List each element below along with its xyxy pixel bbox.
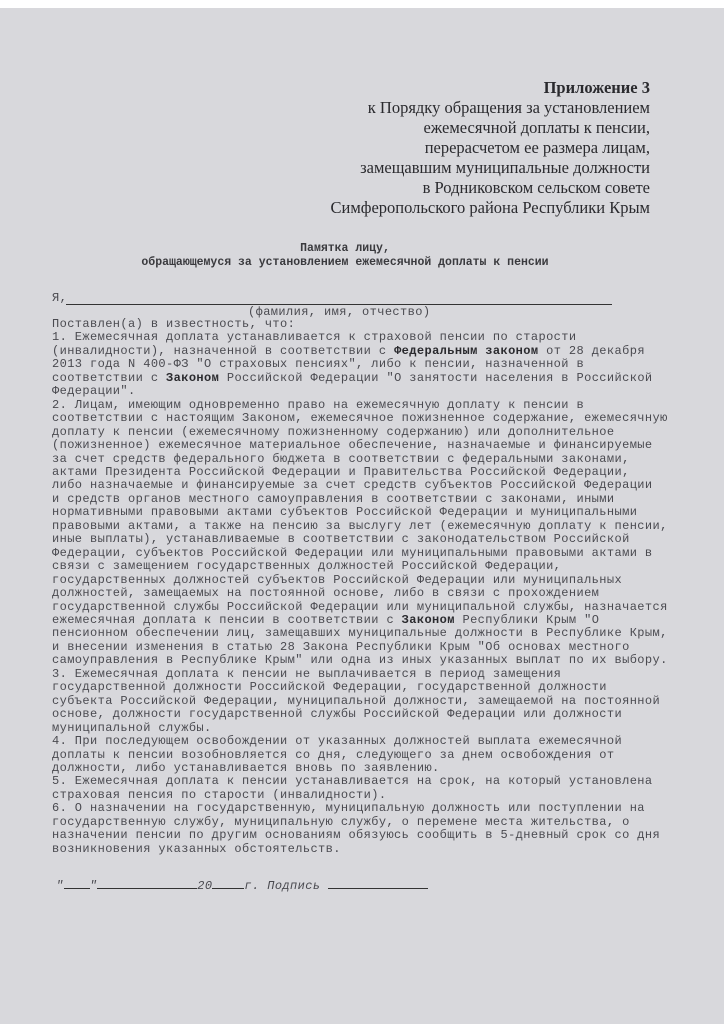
text-segment: связи с замещением государственных должностей Российской Федерации,	[52, 559, 562, 574]
year-field[interactable]	[212, 876, 244, 889]
body-line	[52, 775, 668, 788]
document-page	[0, 8, 724, 1024]
text-segment: страховая пенсия по старости (инвалидности).	[52, 787, 387, 802]
signature-line	[56, 876, 428, 893]
body-line	[52, 533, 668, 546]
text-segment: (пожизненное) ежемесячное материальное обеспечение, назначаемые и финансируемые	[52, 438, 653, 453]
text-segment: пенсионном обеспечении лиц, замещавших муниципальные должности в Республике Крым,	[52, 626, 668, 641]
text-segment: Республики Крым "О	[454, 612, 600, 627]
body-line	[52, 385, 668, 398]
appendix-line: Симферопольского района Республики Крым	[330, 198, 650, 217]
appendix-line: замещавшим муниципальные должности	[360, 158, 650, 177]
body-line	[52, 358, 668, 371]
text-segment: и внесении изменения в статью 28 Закона Республики Крым "Об основах местного	[52, 639, 630, 654]
body-line	[52, 654, 668, 667]
body-line	[52, 560, 668, 573]
body-line	[52, 735, 668, 748]
text-segment: соответствии с	[52, 370, 167, 385]
text-segment: актами Президента Российской Федерации и Правительства Российской Федерации,	[52, 464, 630, 479]
memo-body	[52, 318, 668, 856]
text-segment: либо назначаемые и финансируемые за счет средств субъектов Российской Федерации	[52, 478, 653, 493]
text-segment: основе, должности государственной службы Российской Федерации или должности	[52, 707, 623, 722]
memo-subtitle: обращающемуся за установлением ежемесячной доплаты к пенсии	[141, 256, 549, 269]
text-segment: Российской Федерации "О занятости населения в Российской	[219, 370, 653, 385]
text-segment: муниципальной службы.	[52, 720, 212, 735]
body-line	[52, 466, 668, 479]
body-line	[52, 601, 668, 614]
ya-label: Я,	[52, 291, 68, 305]
fio-caption: (фамилия, имя, отчество)	[248, 305, 431, 319]
appendix-header	[330, 78, 650, 218]
appendix-line: в Родниковском сельском совете	[422, 178, 650, 197]
body-line	[52, 506, 668, 519]
text-segment: Федерации".	[52, 384, 136, 399]
text-segment: 2. Лицам, имеющим одновременно право на ежемесячную доплату к пенсии в	[52, 397, 585, 412]
body-line	[52, 520, 668, 533]
text-segment: Поставлен(а) в известность, что:	[52, 317, 296, 331]
text-segment: субъекта Российской Федерации, муниципальной должности, замещаемой на постоянной	[52, 693, 661, 708]
text-segment: нормативными правовыми актами субъектов Российской Федерации и муниципальными	[52, 505, 638, 520]
body-line	[52, 695, 668, 708]
body-line	[52, 372, 668, 385]
body-line	[52, 587, 668, 600]
year-suffix: г.	[244, 879, 260, 893]
body-line	[52, 479, 668, 492]
month-field[interactable]	[97, 876, 197, 889]
body-line	[52, 399, 668, 412]
body-line	[52, 574, 668, 587]
appendix-title: Приложение 3	[543, 78, 650, 97]
text-segment: должности, либо устанавливается вновь по заявлению.	[52, 760, 440, 775]
body-line	[52, 789, 668, 802]
text-segment: ежемесячная доплата к пенсии в соответствии с	[52, 612, 402, 627]
body-line	[52, 614, 668, 627]
appendix-line: перерасчетом ее размера лицам,	[424, 138, 650, 157]
text-segment: назначении пенсии по другим основаниям обязуюсь сообщить в 5-дневный срок со дня	[52, 828, 661, 843]
body-line	[52, 453, 668, 466]
body-line	[52, 439, 668, 452]
appendix-line: к Порядку обращения за установлением	[367, 98, 650, 117]
text-segment: государственной службы Российской Федерации или муниципальной службы, назначается	[52, 599, 668, 614]
memo-title: Памятка лицу,	[300, 242, 390, 255]
body-line	[52, 331, 668, 344]
text-segment: доплаты к пенсии возобновляется со дня, следующего за днем освобождения от	[52, 747, 615, 762]
quote-close: "	[89, 879, 98, 893]
law-reference: Федеральным законом	[394, 343, 539, 358]
body-line	[52, 802, 668, 815]
law-reference: Законом	[166, 370, 220, 385]
text-segment: 4. При последующем освобождении от указанных должностей выплата ежемесячной	[52, 734, 623, 749]
text-segment: правовыми актами, а также на пенсию за выслугу лет (ежемесячную доплату к пенсии,	[52, 518, 668, 533]
text-segment: иные выплаты), устанавливаемые в соответствии с законодательством Российской	[52, 532, 630, 547]
text-segment: государственную службу, муниципальную службу, о перемене места жительства, о	[52, 814, 630, 829]
year-prefix: 20	[197, 879, 213, 893]
text-segment: от 28 декабря	[538, 343, 645, 358]
day-field[interactable]	[64, 876, 90, 889]
body-line	[52, 708, 668, 721]
quote-open: "	[56, 879, 64, 893]
text-segment: 6. О назначении на государственную, муниципальную должность или поступлении на	[52, 801, 645, 816]
text-segment: 1. Ежемесячная доплата устанавливается к страховой пенсии по старости	[52, 330, 577, 345]
text-segment: (инвалидности), назначенной в соответствии с	[52, 343, 395, 358]
body-line	[52, 722, 668, 735]
body-line	[52, 749, 668, 762]
signature-field[interactable]	[328, 876, 428, 889]
body-line	[52, 681, 668, 694]
body-line	[52, 493, 668, 506]
body-line	[52, 318, 668, 331]
body-line	[52, 816, 668, 829]
text-segment: 5. Ежемесячная доплата к пенсии устанавливается на срок, на который установлена	[52, 774, 653, 789]
text-segment: должностей, замещаемых на постоянной основе, либо в связи с прохождением	[52, 586, 600, 601]
body-line	[52, 627, 668, 640]
appendix-line: ежемесячной доплаты к пенсии,	[423, 118, 650, 137]
body-line	[52, 762, 668, 775]
body-line	[52, 345, 668, 358]
law-reference: Законом	[401, 612, 455, 627]
body-line	[52, 843, 668, 856]
body-line	[52, 829, 668, 842]
text-segment: 2013 года N 400-ФЗ "О страховых пенсиях", либо к пенсии, назначенной в	[52, 357, 585, 372]
text-segment: государственных должностей субъектов Российской Федерации или муниципальных	[52, 572, 623, 587]
signature-label: Подпись	[267, 879, 321, 893]
body-line	[52, 412, 668, 425]
body-line	[52, 641, 668, 654]
text-segment: за счет средств федерального бюджета в соответствии с федеральными законами,	[52, 451, 630, 466]
body-line	[52, 547, 668, 560]
text-segment: соответствии с настоящим Законом, ежемесячное пожизненное содержание, ежемесячную	[52, 411, 668, 426]
text-segment: государственной должности Российской Федерации, государственной должности	[52, 680, 607, 695]
text-segment: и средств органов местного самоуправления в соответствии с законами, иными	[52, 491, 615, 506]
text-segment: возникновения указанных обстоятельств.	[52, 841, 341, 856]
body-line	[52, 426, 668, 439]
text-segment: 3. Ежемесячная доплата к пенсии не выплачивается в период замещения	[52, 666, 562, 681]
body-line	[52, 668, 668, 681]
text-segment: доплату к пенсии (ежемесячному пожизненному содержанию) или дополнительное	[52, 424, 615, 439]
text-segment: Федерации, субъектов Российской Федерации или муниципальными правовыми актами в	[52, 545, 653, 560]
text-segment: самоуправления в Республике Крым" или одна из иных указанных выплат по их выбору.	[52, 653, 668, 668]
